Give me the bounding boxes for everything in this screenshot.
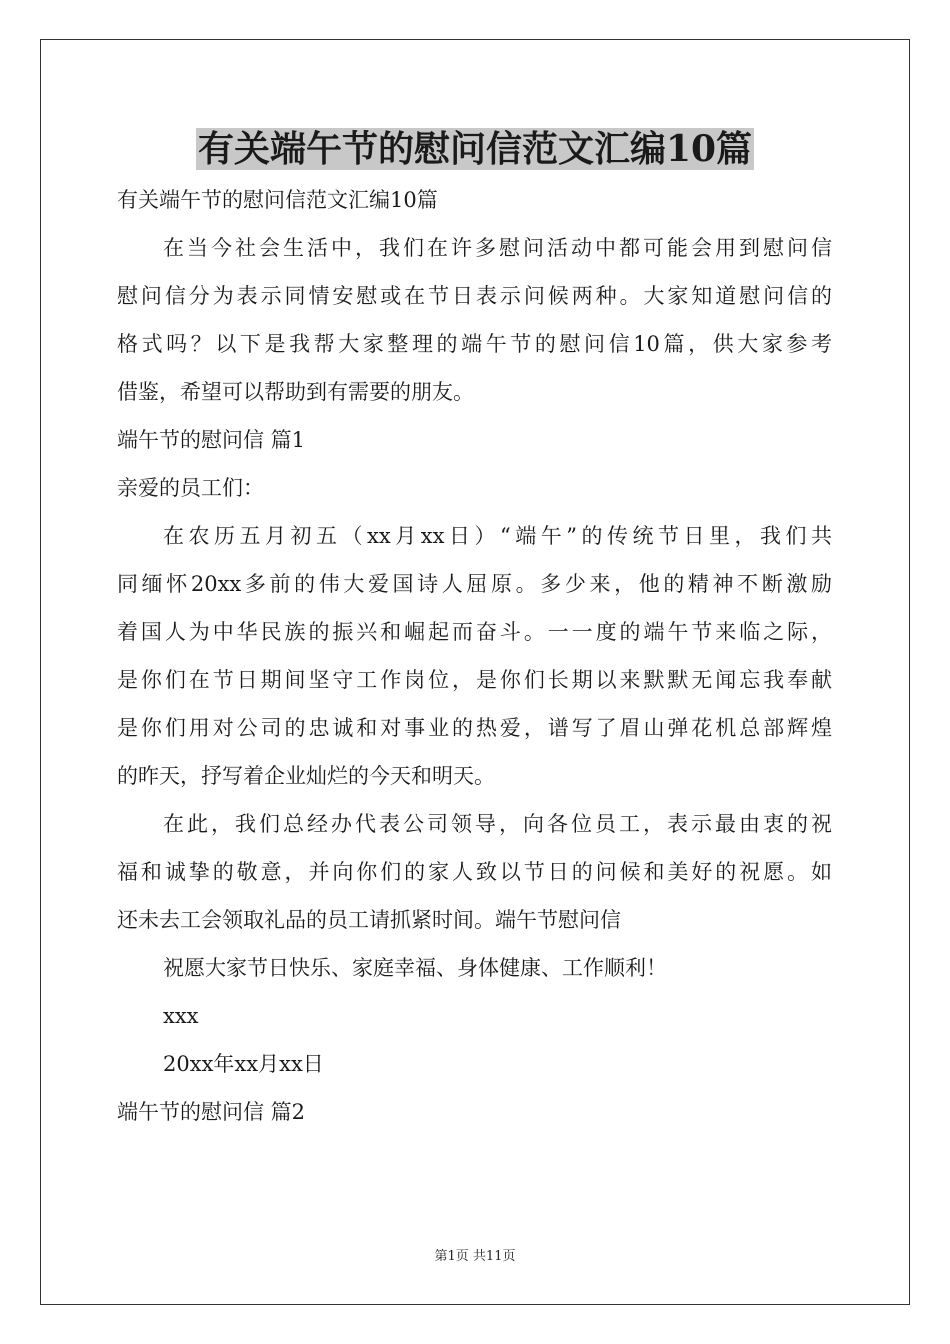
paragraph-2-line: 还未去工会领取礼品的员工请抓紧时间。端午节慰问信 (117, 908, 621, 932)
subtitle: 有关端午节的慰问信范文汇编10篇 (117, 188, 438, 212)
paragraph-1-line: 的昨天，抒写着企业灿烂的今天和明天。 (117, 764, 495, 788)
paragraph-1-line: 是你们在节日期间坚守工作岗位，是你们长期以来默默无闻忘我奉献 (117, 668, 832, 692)
page-footer: 第1页 共11页 (434, 1249, 516, 1264)
document-title (0, 124, 950, 174)
intro-line: 格式吗？以下是我帮大家整理的端午节的慰问信10篇，供大家参考 (117, 332, 832, 356)
section-heading-2: 端午节的慰问信 篇2 (117, 1100, 306, 1124)
letter-date: 20xx年xx月xx日 (163, 1052, 324, 1076)
paragraph-2-line: 福和诚挚的敬意，并向你们的家人致以节日的问候和美好的祝愿。如 (117, 860, 832, 884)
section-heading-1: 端午节的慰问信 篇1 (117, 428, 306, 452)
signature: xxx (163, 1004, 199, 1028)
paragraph-1-line: 着国人为中华民族的振兴和崛起而奋斗。一一度的端午节来临之际， (117, 620, 832, 644)
title-highlight: 有关端午节的慰问信范文汇编10篇 (197, 128, 753, 170)
paragraph-1-line: 在农历五月初五（xx月xx日）“端午”的传统节日里，我们共 (163, 524, 832, 548)
paragraph-1-line: 同缅怀20xx多前的伟大爱国诗人屈原。多少来，他的精神不断激励 (117, 572, 832, 596)
paragraph-1-line: 是你们用对公司的忠诚和对事业的热爱，谱写了眉山弹花机总部辉煌 (117, 716, 832, 740)
wishes: 祝愿大家节日快乐、家庭幸福、身体健康、工作顺利！ (163, 956, 667, 980)
intro-line: 在当今社会生活中，我们在许多慰问活动中都可能会用到慰问信 (163, 236, 832, 260)
intro-line: 慰问信分为表示同情安慰或在节日表示问候两种。大家知道慰问信的 (117, 284, 832, 308)
paragraph-2-line: 在此，我们总经办代表公司领导，向各位员工，表示最由衷的祝 (163, 812, 832, 836)
intro-line: 借鉴，希望可以帮助到有需要的朋友。 (117, 380, 474, 404)
salutation: 亲爱的员工们： (117, 476, 264, 500)
document-body (117, 176, 832, 1136)
